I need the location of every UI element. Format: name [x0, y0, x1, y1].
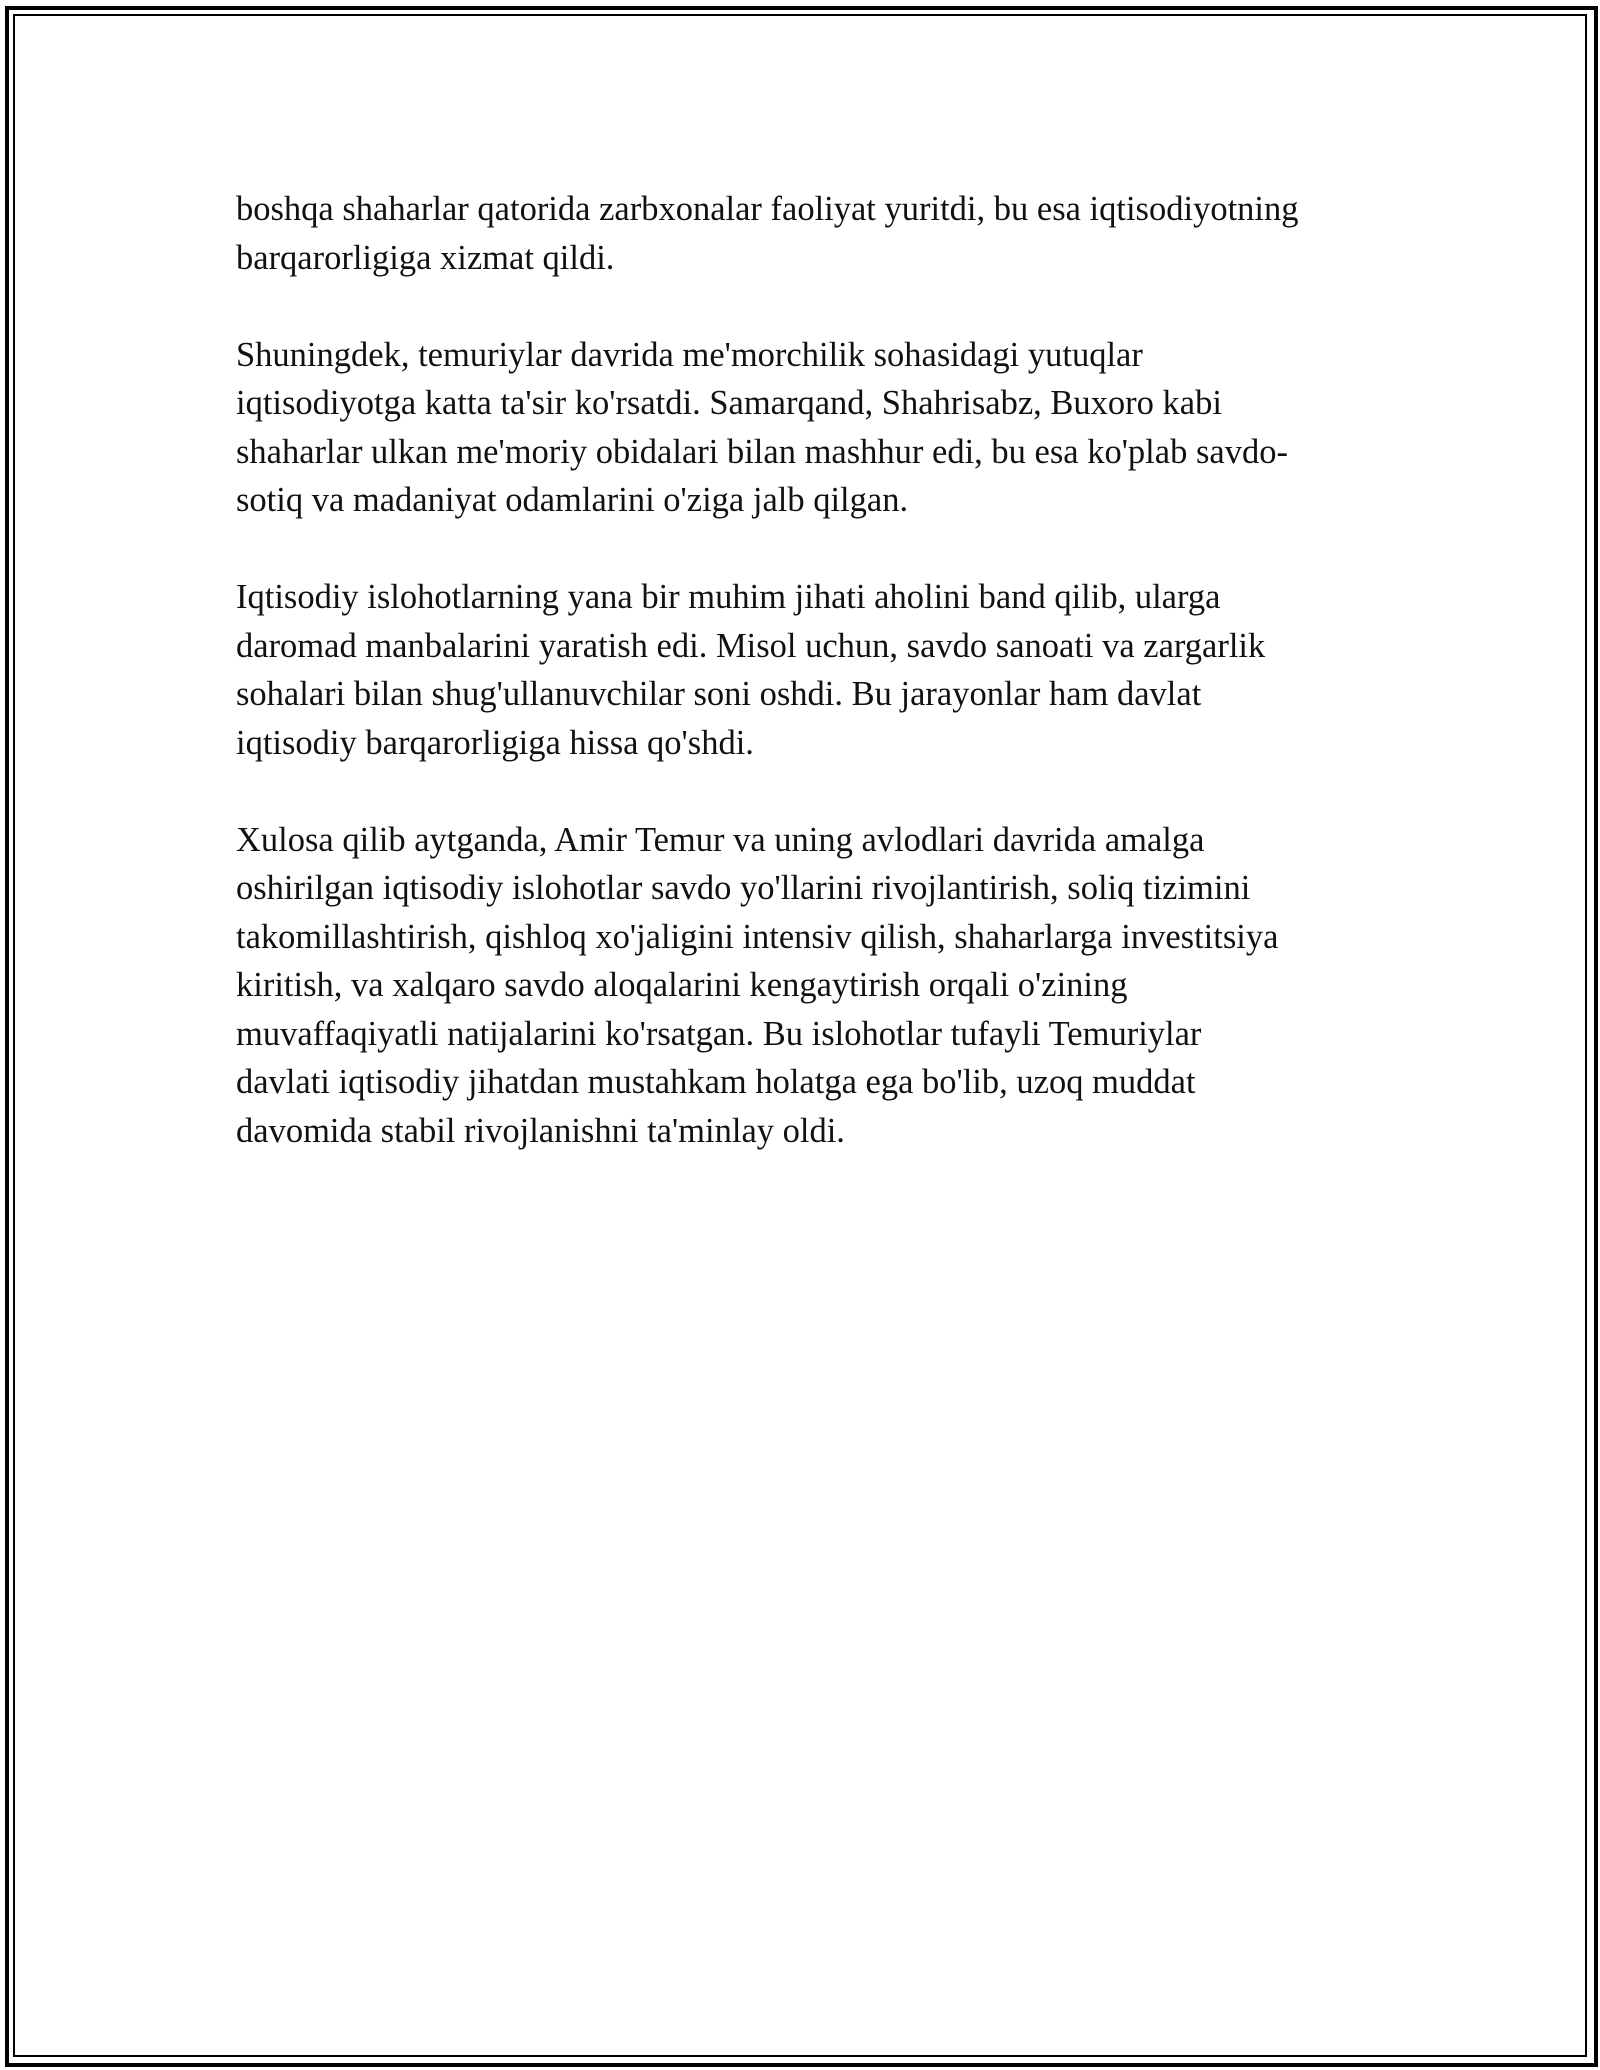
text-line: iqtisodiyotga katta ta'sir ko'rsatdi. Samarqand, Shahrisabz, Buxoro kabi	[236, 384, 1222, 422]
paragraph	[236, 185, 1376, 282]
text-line: davlati iqtisodiy jihatdan mustahkam holatga ega bo'lib, uzoq muddat	[236, 1063, 1196, 1101]
paragraph	[236, 331, 1376, 525]
text-line: takomillashtirish, qishloq xo'jaligini intensiv qilish, shaharlarga investitsiya	[236, 917, 1279, 956]
paragraph	[236, 573, 1376, 767]
text-line: Shuningdek, temuriylar davrida me'morchilik sohasidagi yutuqlar	[236, 335, 1143, 374]
text-line: Iqtisodiy islohotlarning yana bir muhim jihati aholini band qilib, ularga	[236, 578, 1221, 616]
text-line: daromad manbalarini yaratish edi. Misol uchun, savdo sanoati va zargarlik	[236, 626, 1266, 665]
text-line: sotiq va madaniyat odamlarini o'ziga jalb qilgan.	[236, 481, 909, 519]
text-line: shaharlar ulkan me'moriy obidalari bilan mashhur edi, bu esa ko'plab savdo-	[236, 432, 1288, 471]
text-line: barqarorligiga xizmat qildi.	[236, 238, 615, 277]
text-line: Xulosa qilib aytganda, Amir Temur va uning avlodlari davrida amalga	[236, 820, 1205, 859]
text-line: boshqa shaharlar qatorida zarbxonalar faoliyat yuritdi, bu esa iqtisodiyotning	[236, 190, 1299, 228]
text-line: davomida stabil rivojlanishni ta'minlay oldi.	[236, 1111, 845, 1150]
text-line: oshirilgan iqtisodiy islohotlar savdo yo'llarini rivojlantirish, soliq tizimini	[236, 869, 1251, 907]
text-line: muvaffaqiyatli natijalarini ko'rsatgan. Bu islohotlar tufayli Temuriylar	[236, 1014, 1202, 1053]
text-line: sohalari bilan shug'ullanuvchilar soni oshdi. Bu jarayonlar ham davlat	[236, 675, 1202, 713]
document-body	[236, 185, 1376, 1204]
text-line: kiritish, va xalqaro savdo aloqalarini kengaytirish orqali o'zining	[236, 966, 1128, 1004]
paragraph	[236, 816, 1376, 1156]
text-line: iqtisodiy barqarorligiga hissa qo'shdi.	[236, 723, 754, 762]
